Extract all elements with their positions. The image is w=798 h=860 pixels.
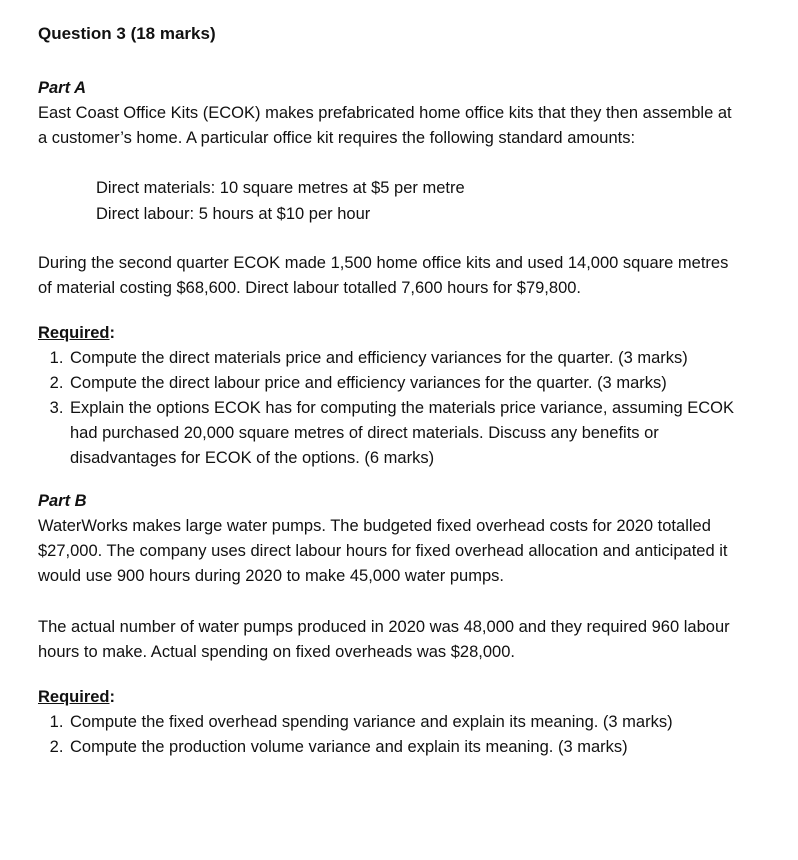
part-a-required (38, 321, 768, 471)
list-item: 1. Compute the direct materials price and efficiency variances for the quarter. (3 marks) (68, 346, 768, 371)
part-b-details: The actual number of water pumps produced in 2020 was 48,000 and they required 960 labour hours to make. Actual spending on fixed overheads was $28,000. (38, 618, 730, 661)
list-item: 2. Compute the direct labour price and efficiency variances for the quarter. (3 marks) (68, 371, 768, 396)
part-b-intro: WaterWorks makes large water pumps. The budgeted fixed overhead costs for 2020 totalled $27,000. The company uses direct labour hours for fixed overhead allocation and anticipated it would use 900 hours during 2020 to make 45,000 water pumps. (38, 517, 728, 585)
part-b-required (38, 685, 768, 760)
part-b-heading: Part B (38, 492, 87, 510)
required-heading (38, 321, 768, 346)
required-label: Required (38, 688, 110, 706)
part-b-required-list (38, 710, 768, 760)
question-page (38, 22, 768, 760)
required-colon: : (109, 324, 116, 342)
list-item: 1. Compute the fixed overhead spending variance and explain its meaning. (3 marks) (68, 710, 768, 735)
part-a-heading: Part A (38, 79, 86, 97)
part-a-intro: East Coast Office Kits (ECOK) makes prefabricated home office kits that they then assemble at a customer’s home. A particular office kit requires the following standard amounts: (38, 104, 732, 147)
part-a-details: During the second quarter ECOK made 1,500 home office kits and used 14,000 square metres of material costing $68,600. Direct labour totalled 7,600 hours for $79,800. (38, 254, 729, 297)
standard-materials: Direct materials: 10 square metres at $5 per metre (96, 179, 465, 197)
list-item: 3. Explain the options ECOK has for computing the materials price variance, assuming ECOK had purchased 20,000 square metres of direct materials. Discuss any benefits or disadvantages for ECOK of the options. (6 marks) (68, 396, 742, 471)
part-b-section (38, 489, 768, 760)
required-colon: : (109, 688, 116, 706)
question-title: Question 3 (18 marks) (38, 24, 216, 43)
standard-amounts (96, 175, 768, 227)
part-a-section (38, 76, 768, 471)
list-item: 2. Compute the production volume variance and explain its meaning. (3 marks) (68, 735, 768, 760)
part-a-required-list (38, 346, 768, 471)
standard-labour: Direct labour: 5 hours at $10 per hour (96, 205, 371, 223)
required-label: Required (38, 324, 110, 342)
required-heading (38, 685, 768, 710)
